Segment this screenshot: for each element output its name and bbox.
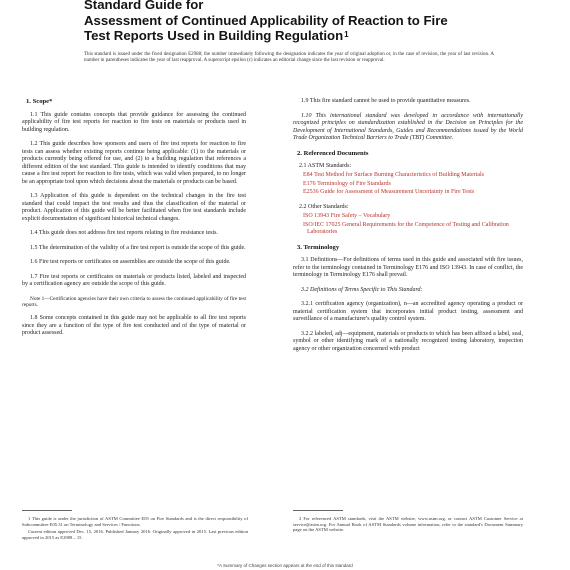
reference-item [293,172,523,180]
para-1-8: 1.8 Some concepts contained in this guide may not be applicable to all fire test reports since they are a function of the type of fire test conducted and of the type of material or product assessed. [22,315,246,337]
para-3-2-2: 3.2.2 labeled, adj—equipment, materials or products to which has been affixed a label, seal, symbol or other identifying mark of a nationally recognized testing laboratory, inspection agency or other organization concerned with product [293,330,523,352]
para-1-5: 1.5 The determination of the validity of a fire test report is outside the scope of this guide. [30,244,246,251]
title-line-1: Assessment of Continued Applicability of Reaction to Fire [84,12,448,28]
page-footer [0,563,570,570]
para-1-9: 1.9 This fire standard cannot be used to provide quantitative measures. [301,98,471,104]
para-1-1: 1.1 This guide contains concepts that provide guidance for assessing the continued applicability of fire test reports for reaction to fire tests on materials or products used in building regulation. [22,111,246,133]
reference-title: Terminology of Fire Standards [317,180,391,187]
footnote-edition: Current edition approved Dec. 15, 2016. Published January 2016. Originally approved in 2015. Last previous edition approved in 2015 as E2988 – 15. [22,529,248,541]
section-heading-scope: 1. Scope* [26,98,53,105]
other-reference-list [293,213,523,237]
para-3-1: 3.1 Definitions—For definitions of terms used in this guide and associated with fire issues, refer to the terminology contained in Terminology E176 and ISO 13943. In case of conflict, the terminology in Terminology E176 shall prevail. [293,257,523,279]
footnote-divider-right [293,510,343,511]
para-1-2: 1.2 This guide describes how sponsors and users of fire test reports for reaction to fire tests can assess whether existing reports continue being applicable: (1) to the materials or products currently being offered for use, and (2) to a building regulation that references a different edition of the test standard. This guide is intended to identify conditions that may cause a fire test report for reaction to fire tests, which was valid when prepared, to no longer be an appropriate tool upon which decisions about the materials or products can be based. [22,141,246,185]
reference-code-link[interactable]: E2536 [303,189,319,196]
para-3-2-1: 3.2.1 certification agency (organization), n—an accredited agency operating a product or material certification system that incorporates initial product testing, assessment and surveillance of a manufacturer's quality control system. [293,301,523,323]
title-line-2-text: Test Reports Used in Building Regulation [84,28,344,43]
title-line-0: Standard Guide for [84,0,204,12]
reference-code-link[interactable]: ISO 13943 [303,212,330,219]
footnotes-right [293,516,523,535]
reference-item [293,213,523,221]
para-1-4: 1.4 This guide does not address fire test reports relating to fire resistance tests. [30,230,219,236]
note-1: Note 1—Certification agencies have their own criteria to assess the continued applicability of fire test reports. [22,295,246,308]
document-title [84,0,524,44]
designation-notice: This standard is issued under the fixed designation E2988; the number immediately following the designation indicates the year of original adoption or, in the case of revision, the year of last revision. A number in parentheses indicates the year of last reapproval. A superscript epsilon (ε) indicates an editorial change since the last revision or reapproval. [84,52,494,64]
reference-code-link[interactable]: E84 [303,172,313,178]
footnote-1: 1 This guide is under the jurisdiction of ASTM Committee E05 on Fire Standards and is the direct responsibility of Subcommittee E05.31 on Terminology and Services / Functions. [22,516,248,527]
para-3-2: 3.2 Definitions of Terms Specific to This Standard: [301,286,423,293]
reference-code-link[interactable]: ISO/IEC 17025 [303,221,341,228]
astm-standards-label: 2.1 ASTM Standards: [299,163,352,169]
right-column [293,98,523,360]
reference-title: Test Method for Surface Burning Characteristics of Building Materials [314,172,484,178]
other-standards-label: 2.2 Other Standards: [299,203,349,210]
astm-reference-list [293,172,523,197]
footnote-2: 2 For referenced ASTM standards, visit the ASTM website, www.astm.org, or contact ASTM Customer Service at service@astm.org. For Annual Book of ASTM Standards volume information, refer to the standard's Document Summary page on the ASTM website. [293,516,523,533]
footnote-divider-left [22,510,72,511]
reference-title: General Requirements for the Competence of Testing and Calibration Laboratories [307,221,509,236]
footnotes-left [22,516,248,543]
reference-code-link[interactable]: E176 [303,180,316,187]
left-column [22,98,246,345]
para-1-10: 1.10 This international standard was developed in accordance with internationally recognized principles on standardization established in the Decision on Principles for the Development of International Standards, Guides and Recommendations issued by the World Trade Organization Technical Barriers to Trade (TBT) Committee. [293,112,523,141]
reference-item [293,189,523,197]
section-heading-referenced-documents: 2. Referenced Documents [297,149,369,157]
para-1-3: 1.3 Application of this guide is dependent on the technical changes in the fire test standard that could impact the test results and thus the classification of the material or product. Application of this guide will be better facilitated when fire test standards include explicit documentation of significant historical technical changes. [22,193,246,222]
reference-title: Fire Safety – Vocabulary [330,212,391,219]
para-1-6: 1.6 Fire test reports or certificates on assemblies are outside the scope of this guide. [30,259,231,265]
reference-item [293,222,523,237]
reference-title: Guide for Assessment of Measurement Uncertainty in Fire Tests [320,189,475,196]
summary-of-changes-note: *A Summary of Changes section appears at the end of this standard [217,563,353,568]
title-line-2 [84,28,524,44]
reference-item [293,181,523,189]
section-heading-terminology: 3. Terminology [297,243,340,251]
para-1-7: 1.7 Fire test reports or certificates on materials or products listed, labeled and inspected by a certification agency are outside the scope of this guide. [22,273,246,287]
title-footnote-mark: 1 [344,30,349,39]
